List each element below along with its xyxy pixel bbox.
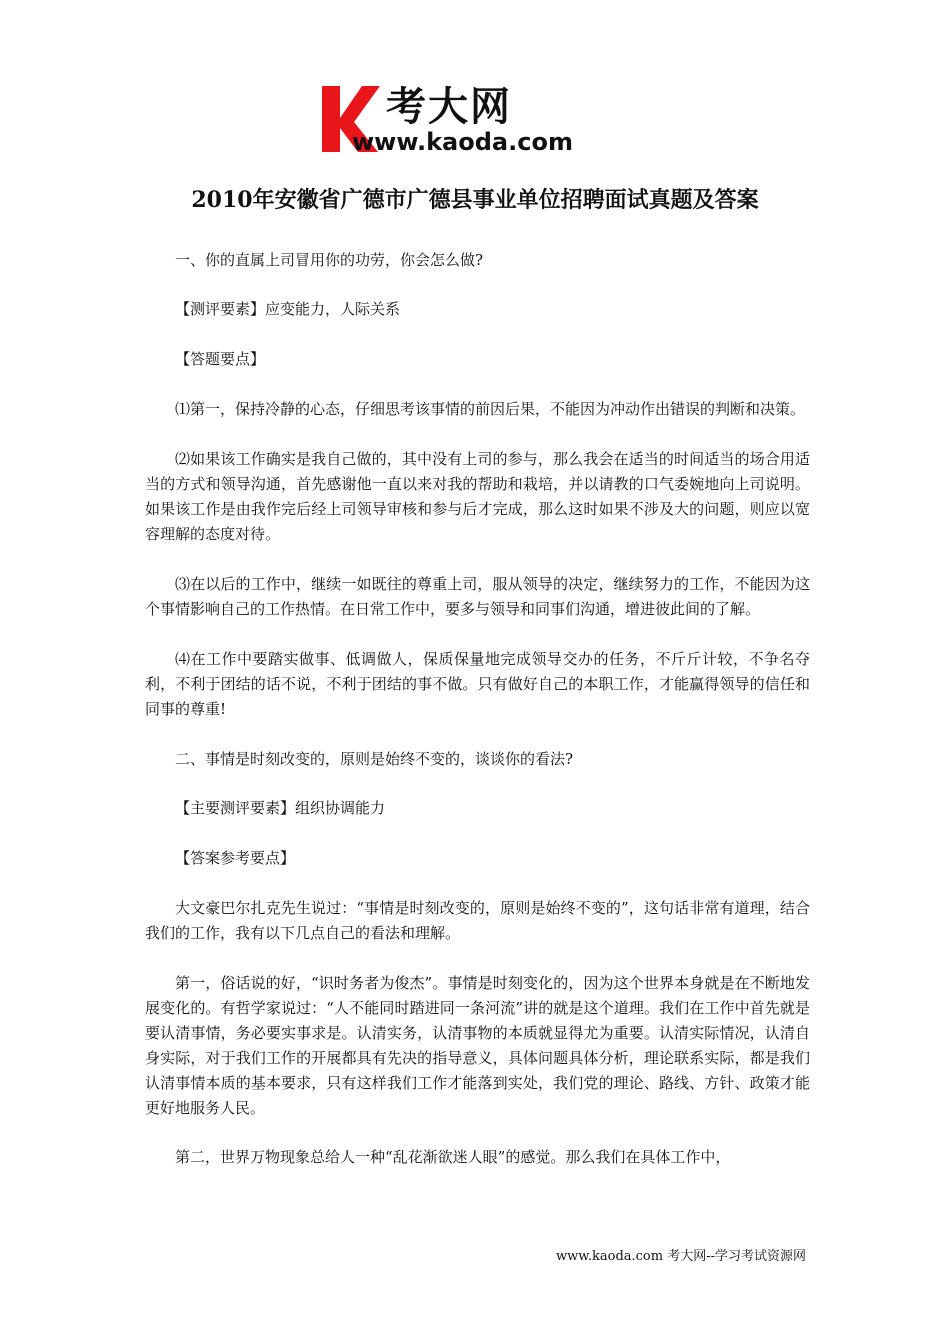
main-evaluation-factors: 【主要测评要素】组织协调能力 xyxy=(175,799,386,817)
answer-second-point: 第二，世界万物现象总给人一种“乱花渐欲迷人眼”的感觉。那么我们在具体工作中， xyxy=(175,1148,731,1166)
question-1: 一、你的直属上司冒用你的功劳，你会怎么做? xyxy=(175,251,484,269)
document-body xyxy=(145,248,810,1170)
answer-first-point: 第一，俗话说的好，“识时务者为俊杰”。事情是时刻变化的，因为这个世界本身就是在不断地发展变化的。有哲学家说过：“人不能同时踏进同一条河流”讲的就是这个道理。我们在工作中首先就是要认清事情，务必要实事求是。认清实务，认清事物的本质就显得尤为重要。认清实际情况，认清自身实际，对于我们工作的开展都具有先决的指导意义，具体问题具体分析，理论联系实际，都是我们认清事情本质的基本要求，只有这样我们工作才能落到实处，我们党的理论、路线、方针、政策才能更好地服务人民。 xyxy=(145,974,810,1117)
logo-brand-name: 考大网 xyxy=(386,84,512,130)
answer-point-3: ⑶在以后的工作中，继续一如既往的尊重上司，服从领导的决定，继续努力的工作，不能因为这个事情影响自己的工作热情。在日常工作中，要多与领导和同事们沟通，增进彼此间的了解。 xyxy=(145,575,810,618)
kaoda-logo xyxy=(316,84,638,158)
document-title: 2010年安徽省广德市广德县事业单位招聘面试真题及答案 xyxy=(191,187,759,213)
answer-points-heading: 【答题要点】 xyxy=(175,350,266,368)
evaluation-factors: 【测评要素】应变能力，人际关系 xyxy=(175,300,401,318)
answer-point-1: ⑴第一，保持冷静的心态，仔细思考该事情的前因后果，不能因为冲动作出错误的判断和决策。 xyxy=(175,400,806,418)
answer-point-2: ⑵如果该工作确实是我自己做的，其中没有上司的参与，那么我会在适当的时间适当的场合用适当的方式和领导沟通，首先感谢他一直以来对我的帮助和栽培，并以请教的口气委婉地向上司说明。如果该工作是由我作完后经上司领导审核和参与后才完成，那么这时如果不涉及大的问题，则应以宽容理解的态度对待。 xyxy=(145,450,810,543)
answer-intro: 大文豪巴尔扎克先生说过：“事情是时刻改变的，原则是始终不变的”，这句话非常有道理，结合我们的工作，我有以下几点自己的看法和理解。 xyxy=(145,899,810,942)
reference-answer-heading: 【答案参考要点】 xyxy=(175,849,296,867)
logo-brand-url: www.kaoda.com xyxy=(352,128,573,156)
answer-point-4: ⑷在工作中要踏实做事、低调做人，保质保量地完成领导交办的任务，不斤斤计较，不争名夺利，不利于团结的话不说，不利于团结的事不做。只有做好自己的本职工作，才能赢得领导的信任和同事的尊重! xyxy=(145,650,810,718)
page-footer: www.kaoda.com 考大网--学习考试资源网 xyxy=(556,1249,806,1264)
question-2: 二、事情是时刻改变的，原则是始终不变的，谈谈你的看法? xyxy=(175,750,574,768)
